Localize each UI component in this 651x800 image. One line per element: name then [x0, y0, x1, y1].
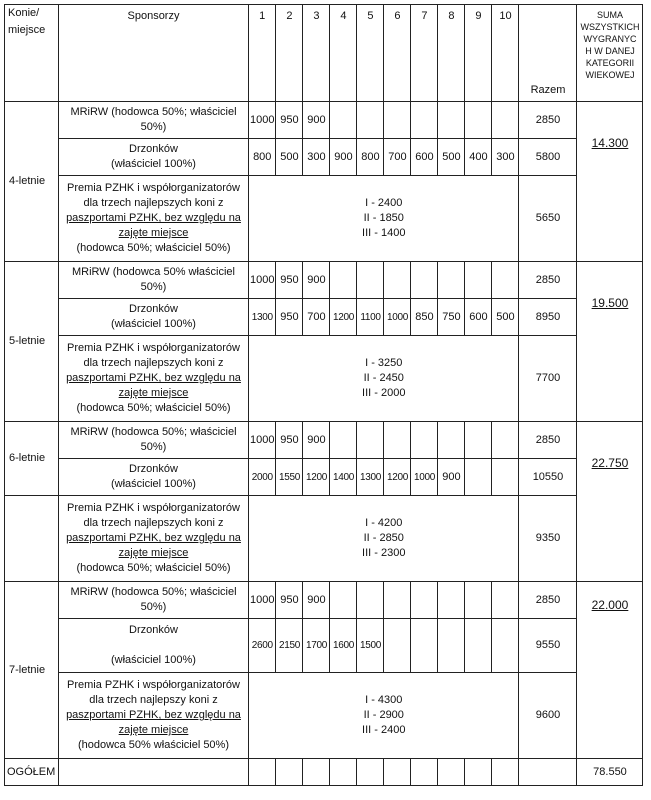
- place-value: 1550: [276, 459, 303, 496]
- place-value: 1000: [411, 459, 438, 496]
- age-category: 6-letnie: [5, 422, 59, 496]
- header-place-1: 1: [249, 5, 276, 102]
- place-value: 1400: [330, 459, 357, 496]
- place-value: 700: [384, 139, 411, 176]
- place-value: 1100: [357, 299, 384, 336]
- place-value: 1300: [249, 299, 276, 336]
- age-category: 4-letnie: [5, 102, 59, 262]
- place-value: 950: [276, 582, 303, 619]
- place-value: [330, 582, 357, 619]
- sponsor-mririw: MRiRW (hodowca 50%; właściciel 50%): [59, 422, 249, 459]
- place-value: 600: [465, 299, 492, 336]
- place-value: [492, 459, 519, 496]
- place-value: 900: [303, 102, 330, 139]
- place-value: [438, 422, 465, 459]
- total-empty-cell: [357, 759, 384, 786]
- premia-shares: (hodowca 50%; właściciel 50%): [76, 562, 231, 574]
- place-value: 1500: [357, 619, 384, 673]
- place-value: [465, 262, 492, 299]
- header-place-4: 4: [330, 5, 357, 102]
- premia-prizes: I - 4300 II - 2900 III - 2400: [249, 673, 519, 759]
- place-value: [357, 262, 384, 299]
- place-value: [384, 619, 411, 673]
- drzonkow-row: [5, 139, 643, 176]
- place-value: [384, 422, 411, 459]
- total-label: OGÓŁEM: [5, 759, 59, 786]
- suma-value: 22.750: [591, 456, 629, 470]
- place-value: 900: [330, 139, 357, 176]
- place-value: 1000: [249, 102, 276, 139]
- place-value: [492, 102, 519, 139]
- place-value: 2000: [249, 459, 276, 496]
- place-value: 1000: [384, 299, 411, 336]
- place-value: [411, 102, 438, 139]
- sponsor-premia: [59, 496, 249, 582]
- place-value: 300: [492, 139, 519, 176]
- premia-row: [5, 336, 643, 422]
- place-value: [492, 582, 519, 619]
- premia-line: Premia PZHK i współorganizatorów dla trzech najlepszych koni z: [66, 502, 240, 529]
- place-value: [492, 262, 519, 299]
- place-value: 2600: [249, 619, 276, 673]
- place-value: [357, 102, 384, 139]
- place-value: [465, 459, 492, 496]
- place-value: 2150: [276, 619, 303, 673]
- place-value: 1600: [330, 619, 357, 673]
- mririw-row: [5, 582, 643, 619]
- sponsor-mririw: MRiRW (hodowca 50%; właściciel 50%): [59, 582, 249, 619]
- premia-row: [5, 176, 643, 262]
- premia-line: Premia PZHK i współorganizatorów dla trzech najlepszych koni z: [66, 342, 240, 369]
- sponsor-drzonkow: Drzonków (właściciel 100%): [59, 139, 249, 176]
- total-empty-cell: [492, 759, 519, 786]
- total-empty-cell: [438, 759, 465, 786]
- place-value: [330, 102, 357, 139]
- header-suma: SUMA WSZYSTKICH WYGRANYC H W DANEJ KATEGORII WIEKOWEJ: [577, 5, 643, 102]
- razem-value: 2850: [519, 102, 577, 139]
- header-konie: Konie/ miejsce: [5, 5, 59, 102]
- suma-value: 22.000: [591, 598, 629, 612]
- place-value: 500: [438, 139, 465, 176]
- place-value: [465, 422, 492, 459]
- sponsor-drzonkow: Drzonków (właściciel 100%): [59, 619, 249, 673]
- total-empty-cell: [59, 759, 249, 786]
- prize-table: [4, 4, 643, 786]
- place-value: [438, 102, 465, 139]
- header-place-2: 2: [276, 5, 303, 102]
- place-value: 1200: [303, 459, 330, 496]
- place-value: 600: [411, 139, 438, 176]
- place-value: [411, 582, 438, 619]
- total-empty-cell: [249, 759, 276, 786]
- premia-underlined: paszportami PZHK, bez względu na zajęte miejsce: [66, 212, 241, 239]
- place-value: 400: [465, 139, 492, 176]
- sponsor-mririw: MRiRW (hodowca 50%; właściciel 50%): [59, 102, 249, 139]
- razem-value: 5650: [519, 176, 577, 262]
- mririw-row: [5, 262, 643, 299]
- place-value: 1200: [330, 299, 357, 336]
- header-place-6: 6: [384, 5, 411, 102]
- razem-value: 9550: [519, 619, 577, 673]
- total-empty-cell: [384, 759, 411, 786]
- place-value: 750: [438, 299, 465, 336]
- sponsor-drzonkow: Drzonków (właściciel 100%): [59, 459, 249, 496]
- place-value: 950: [276, 102, 303, 139]
- suma-value: 19.500: [591, 296, 629, 310]
- place-value: 500: [276, 139, 303, 176]
- razem-value: 10550: [519, 459, 577, 496]
- place-value: [465, 619, 492, 673]
- drzonkow-row: [5, 459, 643, 496]
- suma-cell: [577, 262, 643, 422]
- place-value: [438, 582, 465, 619]
- header-place-7: 7: [411, 5, 438, 102]
- place-value: [384, 262, 411, 299]
- place-value: 700: [303, 299, 330, 336]
- premia-underlined: paszportami PZHK, bez względu na zajęte miejsce: [66, 532, 241, 559]
- place-value: 1300: [357, 459, 384, 496]
- razem-value: 2850: [519, 262, 577, 299]
- place-value: 950: [276, 262, 303, 299]
- place-value: 900: [303, 582, 330, 619]
- premia-shares: (hodowca 50%; właściciel 50%): [76, 242, 231, 254]
- place-value: [411, 262, 438, 299]
- premia-row: [5, 496, 643, 582]
- total-empty-cell: [519, 759, 577, 786]
- sponsor-mririw: MRiRW (hodowca 50% właściciel 50%): [59, 262, 249, 299]
- sponsor-drzonkow: Drzonków (właściciel 100%): [59, 299, 249, 336]
- place-value: 1000: [249, 582, 276, 619]
- place-value: [330, 262, 357, 299]
- age-category: 5-letnie: [5, 262, 59, 422]
- header-place-5: 5: [357, 5, 384, 102]
- place-value: 850: [411, 299, 438, 336]
- drzonkow-row: [5, 619, 643, 673]
- header-place-3: 3: [303, 5, 330, 102]
- place-value: 800: [357, 139, 384, 176]
- place-value: [384, 582, 411, 619]
- header-place-8: 8: [438, 5, 465, 102]
- age-category: 7-letnie: [5, 582, 59, 759]
- premia-prizes: I - 2400 II - 1850 III - 1400: [249, 176, 519, 262]
- place-value: 900: [438, 459, 465, 496]
- place-value: [438, 262, 465, 299]
- place-value: [411, 422, 438, 459]
- premia-row: [5, 673, 643, 759]
- premia-shares: (hodowca 50%; właściciel 50%): [76, 402, 231, 414]
- razem-value: 9350: [519, 496, 577, 582]
- razem-value: 2850: [519, 422, 577, 459]
- place-value: [357, 582, 384, 619]
- place-value: 1200: [384, 459, 411, 496]
- premia-line: Premia PZHK i współorganizatorów dla trzech najlepszy koni z: [66, 679, 240, 706]
- grand-total: 78.550: [577, 759, 643, 786]
- place-value: [438, 619, 465, 673]
- sponsor-premia: [59, 336, 249, 422]
- place-value: [384, 102, 411, 139]
- place-value: [465, 102, 492, 139]
- premia-underlined: paszportami PZHK, bez względu na zajęte miejsce: [66, 709, 241, 736]
- mririw-row: [5, 422, 643, 459]
- razem-value: 7700: [519, 336, 577, 422]
- header-place-10: 10: [492, 5, 519, 102]
- place-value: 1000: [249, 262, 276, 299]
- header-row: [5, 5, 643, 102]
- suma-value: 14.300: [591, 136, 629, 150]
- place-value: [465, 582, 492, 619]
- suma-cell: [577, 582, 643, 759]
- razem-value: 9600: [519, 673, 577, 759]
- place-value: [492, 619, 519, 673]
- place-value: 900: [303, 262, 330, 299]
- premia-underlined: paszportami PZHK, bez względu na zajęte miejsce: [66, 372, 241, 399]
- premia-line: Premia PZHK i współorganizatorów dla trzech najlepszych koni z: [66, 182, 240, 209]
- place-value: 800: [249, 139, 276, 176]
- sponsor-premia: [59, 176, 249, 262]
- mririw-row: [5, 102, 643, 139]
- place-value: [357, 422, 384, 459]
- header-place-9: 9: [465, 5, 492, 102]
- place-value: 950: [276, 422, 303, 459]
- sponsor-premia: [59, 673, 249, 759]
- premia-shares: (hodowca 50% właściciel 50%): [77, 739, 229, 751]
- premia-prizes: I - 3250 II - 2450 III - 2000: [249, 336, 519, 422]
- place-value: [411, 619, 438, 673]
- age-empty-cell: [5, 496, 59, 582]
- drzonkow-row: [5, 299, 643, 336]
- total-empty-cell: [303, 759, 330, 786]
- suma-cell: [577, 422, 643, 582]
- place-value: 1000: [249, 422, 276, 459]
- place-value: [492, 422, 519, 459]
- place-value: 900: [303, 422, 330, 459]
- premia-prizes: I - 4200 II - 2850 III - 2300: [249, 496, 519, 582]
- razem-value: 5800: [519, 139, 577, 176]
- header-sponsorzy: Sponsorzy: [59, 5, 249, 102]
- total-empty-cell: [330, 759, 357, 786]
- place-value: 1700: [303, 619, 330, 673]
- place-value: 300: [303, 139, 330, 176]
- razem-value: 8950: [519, 299, 577, 336]
- header-razem: Razem: [519, 5, 577, 102]
- total-row: [5, 759, 643, 786]
- total-empty-cell: [465, 759, 492, 786]
- total-empty-cell: [411, 759, 438, 786]
- razem-value: 2850: [519, 582, 577, 619]
- suma-cell: [577, 102, 643, 262]
- total-empty-cell: [276, 759, 303, 786]
- place-value: 950: [276, 299, 303, 336]
- place-value: [330, 422, 357, 459]
- place-value: 500: [492, 299, 519, 336]
